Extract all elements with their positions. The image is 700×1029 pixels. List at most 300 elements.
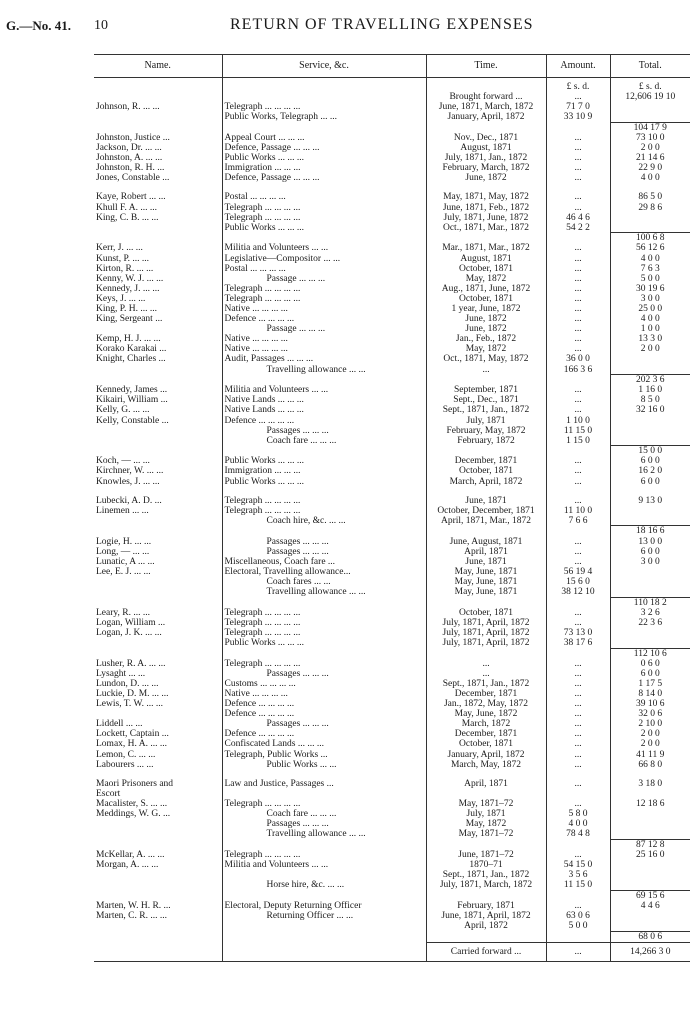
service-cell: Telegraph, Public Works ... [222, 750, 426, 760]
amount-cell [546, 890, 610, 901]
time-cell: Oct., 1871, May, 1872 [426, 354, 546, 364]
total-cell: 2 0 0 [640, 344, 660, 355]
subtotal-row [94, 526, 690, 537]
amount-cell: ... [546, 304, 610, 314]
table-row [94, 689, 690, 699]
amount-cell: 38 17 6 [546, 638, 610, 648]
table-row [94, 264, 690, 274]
service-cell: Returning Officer ... ... [222, 911, 426, 921]
amount-cell: ... [546, 324, 610, 334]
service-cell [222, 921, 426, 931]
table-row [94, 294, 690, 304]
amount-cell: ... [546, 679, 610, 689]
carried-forward-row [94, 942, 690, 961]
name-cell: Johnston, R. H. ... [94, 163, 222, 173]
amount-cell: 46 4 6 [546, 213, 610, 223]
total-cell: 6 0 0 [640, 546, 660, 557]
total-cell: 25 16 0 [636, 849, 665, 860]
time-cell: May, 1872 [426, 819, 546, 829]
table-row [94, 729, 690, 739]
service-cell: Defence ... ... ... ... [222, 314, 426, 324]
amount-cell: ... [546, 456, 610, 466]
time-cell: July, 1871, April, 1872 [426, 618, 546, 628]
total-cell: 6 0 0 [640, 668, 660, 679]
name-cell [94, 577, 222, 587]
table-row [94, 143, 690, 153]
table-row [94, 274, 690, 284]
time-cell: January, April, 1872 [426, 750, 546, 760]
table-row [94, 112, 690, 122]
table-row [94, 324, 690, 334]
name-cell: Kelly, Constable ... [94, 416, 222, 426]
total-cell [610, 638, 690, 648]
service-cell [222, 233, 426, 244]
total-cell: 56 12 6 [636, 243, 665, 254]
service-cell: Audit, Passages ... ... ... [222, 354, 426, 364]
table-row [94, 911, 690, 921]
total-cell [610, 416, 690, 426]
table-row [94, 203, 690, 213]
service-cell: Horse hire, &c. ... ... [222, 880, 426, 890]
service-cell: Postal ... ... ... ... [222, 192, 426, 202]
carried-forward-total: 14,266 3 0 [610, 942, 690, 961]
amount-cell: 1 15 0 [546, 436, 610, 446]
amount-cell: ... [546, 779, 610, 789]
table-row [94, 699, 690, 709]
table-row [94, 192, 690, 202]
service-cell: Native ... ... ... ... [222, 344, 426, 354]
name-cell: Lewis, T. W. ... ... [94, 699, 222, 709]
table-row [94, 608, 690, 618]
amount-cell: ... [546, 669, 610, 679]
name-cell [94, 819, 222, 829]
name-cell: Jackson, Dr. ... ... [94, 143, 222, 153]
time-cell [426, 375, 546, 386]
table-row [94, 719, 690, 729]
table-row [94, 739, 690, 749]
amount-cell: ... [546, 750, 610, 760]
time-cell [426, 931, 546, 942]
table-row [94, 557, 690, 567]
service-cell [222, 839, 426, 850]
time-cell: ... [426, 659, 546, 669]
time-cell: August, 1871 [426, 143, 546, 153]
time-cell: April, 1871, Mar., 1872 [426, 516, 546, 526]
name-cell: Lomax, H. A. ... ... [94, 739, 222, 749]
time-cell: March, 1872 [426, 719, 546, 729]
time-cell: March, April, 1872 [426, 477, 546, 487]
time-cell: May, June, 1871 [426, 577, 546, 587]
currency-row [94, 78, 690, 93]
name-cell: Kirton, R. ... ... [94, 264, 222, 274]
total-cell: 1 0 0 [640, 324, 660, 335]
document-reference: G.—No. 41. [6, 18, 71, 33]
table-row [94, 638, 690, 648]
time-cell: 1 year, June, 1872 [426, 304, 546, 314]
total-cell: 32 16 0 [636, 405, 665, 416]
amount-cell: ... [546, 203, 610, 213]
name-cell: Kikairi, William ... [94, 395, 222, 405]
table-row [94, 213, 690, 223]
time-cell [426, 839, 546, 850]
total-cell [610, 921, 690, 931]
name-cell: Koch, — ... ... [94, 456, 222, 466]
total-cell: 18 16 6 [610, 526, 690, 537]
time-cell [426, 122, 546, 133]
name-cell: Lusher, R. A. ... ... [94, 659, 222, 669]
subtotal-row [94, 890, 690, 901]
time-cell: May, June, 1871 [426, 587, 546, 597]
table-row [94, 799, 690, 809]
service-cell: Telegraph ... ... ... ... [222, 799, 426, 809]
table-row [94, 901, 690, 911]
amount-cell: 1 10 0 [546, 416, 610, 426]
name-cell: Macalister, S. ... ... [94, 799, 222, 809]
table-row [94, 516, 690, 526]
amount-cell: ... [546, 901, 610, 911]
table-row [94, 344, 690, 354]
total-cell [610, 829, 690, 839]
time-cell [426, 233, 546, 244]
expenses-table [94, 54, 690, 962]
time-cell: September, 1871 [426, 385, 546, 395]
total-cell: 32 0 6 [638, 709, 663, 720]
table-row [94, 405, 690, 415]
name-cell: Lubecki, A. D. ... [94, 496, 222, 506]
total-cell: 73 10 0 [636, 132, 665, 143]
time-cell: July, 1871 [426, 416, 546, 426]
amount-cell [546, 233, 610, 244]
amount-cell: ... [546, 173, 610, 183]
total-cell: 4 0 0 [640, 314, 660, 325]
service-cell: Travelling allowance ... ... [222, 829, 426, 839]
total-cell: 1 17 5 [638, 678, 663, 689]
service-cell: Passages ... ... ... [222, 819, 426, 829]
table-row [94, 243, 690, 253]
time-cell: May, 1871–72 [426, 799, 546, 809]
name-cell: Lee, E. J. ... ... [94, 567, 222, 577]
total-cell: 9 13 0 [638, 495, 663, 506]
amount-cell: 3 5 6 [546, 870, 610, 880]
total-cell [610, 860, 690, 870]
total-cell [610, 102, 690, 112]
name-cell [94, 839, 222, 850]
total-cell [610, 789, 690, 799]
total-cell [610, 436, 690, 446]
total-cell: 30 19 6 [636, 283, 665, 294]
amount-cell: ... [546, 760, 610, 770]
time-cell: June, 1871, April, 1872 [426, 911, 546, 921]
name-cell: King, C. B. ... ... [94, 213, 222, 223]
table-row [94, 921, 690, 931]
time-cell: April, 1871 [426, 547, 546, 557]
time-cell: 1870–71 [426, 860, 546, 870]
service-cell [222, 375, 426, 386]
name-cell [94, 233, 222, 244]
table-row [94, 223, 690, 233]
service-cell: Passages ... ... ... [222, 537, 426, 547]
amount-cell: ... [546, 274, 610, 284]
table-row [94, 587, 690, 597]
service-cell [222, 597, 426, 608]
amount-cell: 7 6 6 [546, 516, 610, 526]
name-cell: Kemp, H. J. ... ... [94, 334, 222, 344]
name-cell: Kennedy, James ... [94, 385, 222, 395]
service-cell: Native ... ... ... ... [222, 334, 426, 344]
column-header-total: Total. [610, 55, 690, 78]
amount-cell: ... [546, 133, 610, 143]
time-cell: May, June, 1871 [426, 567, 546, 577]
table-row [94, 577, 690, 587]
table-row [94, 860, 690, 870]
time-cell: July, 1871, March, 1872 [426, 880, 546, 890]
name-cell: Escort [94, 789, 222, 799]
name-cell: Labourers ... ... [94, 760, 222, 770]
total-cell: 87 12 8 [610, 839, 690, 850]
name-cell: Johnston, Justice ... [94, 133, 222, 143]
service-cell: Postal ... ... ... ... [222, 264, 426, 274]
name-cell [94, 921, 222, 931]
time-cell: February, 1872 [426, 436, 546, 446]
service-cell: Coach fare ... ... ... [222, 436, 426, 446]
table-row [94, 416, 690, 426]
total-cell: 2 0 0 [640, 143, 660, 154]
name-cell [94, 597, 222, 608]
name-cell: Logie, H. ... ... [94, 537, 222, 547]
table-row [94, 92, 690, 102]
service-cell: Native Lands ... ... ... [222, 405, 426, 415]
time-cell: October, December, 1871 [426, 506, 546, 516]
table-row [94, 163, 690, 173]
table-row [94, 496, 690, 506]
table-row [94, 679, 690, 689]
name-cell [94, 375, 222, 386]
total-cell: 68 0 6 [610, 931, 690, 942]
name-cell: Lemon, C. ... ... [94, 750, 222, 760]
service-cell [222, 122, 426, 133]
total-cell: 22 3 6 [638, 617, 663, 628]
total-cell: 13 3 0 [638, 334, 663, 345]
service-cell: Immigration ... ... ... [222, 163, 426, 173]
service-cell: Appeal Court ... ... ... [222, 133, 426, 143]
table-row [94, 829, 690, 839]
service-cell [222, 931, 426, 942]
total-cell: 16 2 0 [638, 466, 663, 477]
time-cell: April, 1872 [426, 921, 546, 931]
total-cell [610, 819, 690, 829]
amount-cell: ... [546, 405, 610, 415]
service-cell [222, 446, 426, 457]
total-cell [610, 112, 690, 122]
total-cell: 100 6 8 [610, 233, 690, 244]
name-cell [94, 436, 222, 446]
name-cell: Kaye, Robert ... ... [94, 192, 222, 202]
time-cell: Sept., 1871, Jan., 1872 [426, 405, 546, 415]
name-cell [94, 516, 222, 526]
service-cell: Public Works ... ... ... [222, 153, 426, 163]
time-cell: Mar., 1871, Mar., 1872 [426, 243, 546, 253]
table-row [94, 779, 690, 789]
name-cell [94, 122, 222, 133]
amount-cell: ... [546, 395, 610, 405]
service-cell [222, 890, 426, 901]
name-cell: Johnston, A. ... ... [94, 153, 222, 163]
total-cell: 3 2 6 [640, 607, 660, 618]
time-cell: Oct., 1871, Mar., 1872 [426, 223, 546, 233]
total-cell: 3 18 0 [638, 778, 663, 789]
service-cell: Legislative—Compositor ... ... [222, 254, 426, 264]
amount-cell: 36 0 0 [546, 354, 610, 364]
name-cell: Jones, Constable ... [94, 173, 222, 183]
service-cell: Telegraph ... ... ... ... [222, 659, 426, 669]
time-cell: October, 1871 [426, 264, 546, 274]
table-row [94, 819, 690, 829]
name-cell: Marten, W. H. R. ... [94, 901, 222, 911]
table-row [94, 456, 690, 466]
time-cell: June, 1872 [426, 314, 546, 324]
name-cell [94, 880, 222, 890]
service-cell [222, 526, 426, 537]
total-cell: 86 5 0 [638, 192, 663, 203]
time-cell: June, 1871 [426, 496, 546, 506]
name-cell: King, Sergeant ... [94, 314, 222, 324]
time-cell: December, 1871 [426, 456, 546, 466]
amount-cell: ... [546, 537, 610, 547]
service-cell: Telegraph ... ... ... ... [222, 203, 426, 213]
total-cell: 39 10 6 [636, 699, 665, 710]
service-cell [222, 789, 426, 799]
amount-cell [546, 931, 610, 942]
service-cell: Defence, Passage ... ... ... [222, 173, 426, 183]
time-cell: July, 1871, April, 1872 [426, 628, 546, 638]
name-cell: Long, — ... ... [94, 547, 222, 557]
amount-cell: 15 6 0 [546, 577, 610, 587]
total-cell: 8 5 0 [640, 395, 660, 406]
time-cell: February, May, 1872 [426, 426, 546, 436]
total-cell: 69 15 6 [610, 890, 690, 901]
name-cell [94, 365, 222, 375]
service-cell: Passages ... ... ... [222, 719, 426, 729]
name-cell: Linemen ... ... [94, 506, 222, 516]
total-cell: 22 9 0 [638, 163, 663, 174]
amount-cell: ... [546, 547, 610, 557]
amount-cell: 5 0 0 [546, 921, 610, 931]
time-cell: June, 1871 [426, 557, 546, 567]
name-cell: Logan, William ... [94, 618, 222, 628]
total-cell: 12,606 19 10 [625, 92, 676, 103]
time-cell: December, 1871 [426, 689, 546, 699]
currency-label-total: £ s. d. [638, 82, 662, 92]
name-cell: Kirchner, W. ... ... [94, 466, 222, 476]
column-header-row [94, 55, 690, 78]
service-cell: Telegraph ... ... ... ... [222, 618, 426, 628]
service-cell: Customs ... ... ... ... [222, 679, 426, 689]
name-cell: Marten, C. R. ... ... [94, 911, 222, 921]
table-row [94, 709, 690, 719]
total-cell: 112 10 6 [610, 648, 690, 659]
service-cell: Militia and Volunteers ... ... [222, 860, 426, 870]
service-cell: Telegraph ... ... ... ... [222, 102, 426, 112]
service-cell: Telegraph ... ... ... ... [222, 284, 426, 294]
name-cell: Lunatic, A ... ... [94, 557, 222, 567]
name-cell [94, 446, 222, 457]
amount-cell: ... [546, 477, 610, 487]
page-header [0, 16, 700, 40]
amount-cell: ... [546, 334, 610, 344]
total-cell: 21 14 6 [636, 153, 665, 164]
service-cell: Travelling allowance ... ... [222, 365, 426, 375]
service-cell: Telegraph ... ... ... ... [222, 506, 426, 516]
table-row [94, 809, 690, 819]
total-cell: 3 0 0 [640, 556, 660, 567]
table-row [94, 354, 690, 364]
table-row [94, 466, 690, 476]
amount-cell: ... [546, 92, 610, 102]
time-cell: June, August, 1871 [426, 537, 546, 547]
amount-cell: ... [546, 294, 610, 304]
time-cell: ... [426, 365, 546, 375]
name-cell: Leary, R. ... ... [94, 608, 222, 618]
name-cell: McKellar, A. ... ... [94, 850, 222, 860]
service-cell: Defence ... ... ... ... [222, 699, 426, 709]
page-number: 10 [94, 18, 108, 33]
amount-cell: 166 3 6 [546, 365, 610, 375]
amount-cell: ... [546, 243, 610, 253]
name-cell [94, 526, 222, 537]
time-cell: February, 1871 [426, 901, 546, 911]
total-cell [610, 223, 690, 233]
subtotal-row [94, 375, 690, 386]
total-cell [610, 880, 690, 890]
service-cell: Public Works ... ... ... [222, 638, 426, 648]
time-cell: March, May, 1872 [426, 760, 546, 770]
total-cell: 202 3 6 [610, 375, 690, 386]
table-row [94, 304, 690, 314]
total-cell: 6 0 0 [640, 476, 660, 487]
table-row [94, 426, 690, 436]
table-row [94, 750, 690, 760]
service-cell: Defence ... ... ... ... [222, 416, 426, 426]
time-cell: October, 1871 [426, 739, 546, 749]
amount-cell: ... [546, 729, 610, 739]
time-cell [426, 526, 546, 537]
column-header-time: Time. [426, 55, 546, 78]
name-cell [94, 829, 222, 839]
name-cell: Kenny, W. J. ... ... [94, 274, 222, 284]
time-cell: October, 1871 [426, 466, 546, 476]
column-header-name: Name. [94, 55, 222, 78]
service-cell: Telegraph ... ... ... ... [222, 213, 426, 223]
currency-label-amount: £ s. d. [546, 78, 610, 93]
time-cell: July, 1871, April, 1872 [426, 638, 546, 648]
service-cell: Defence ... ... ... ... [222, 709, 426, 719]
spacer-row [94, 770, 690, 779]
total-cell: 25 0 0 [638, 303, 663, 314]
amount-cell: ... [546, 739, 610, 749]
name-cell [94, 870, 222, 880]
total-cell: 3 0 0 [640, 293, 660, 304]
service-cell: Telegraph ... ... ... ... [222, 294, 426, 304]
subtotal-row [94, 597, 690, 608]
service-cell: Electoral, Travelling allowance... [222, 567, 426, 577]
amount-cell: ... [546, 314, 610, 324]
time-cell: Sept., Dec., 1871 [426, 395, 546, 405]
amount-cell: ... [546, 699, 610, 709]
total-cell: 41 11 9 [636, 749, 665, 760]
total-cell: 2 0 0 [640, 729, 660, 740]
amount-cell: 54 2 2 [546, 223, 610, 233]
name-cell: King, P. H. ... ... [94, 304, 222, 314]
